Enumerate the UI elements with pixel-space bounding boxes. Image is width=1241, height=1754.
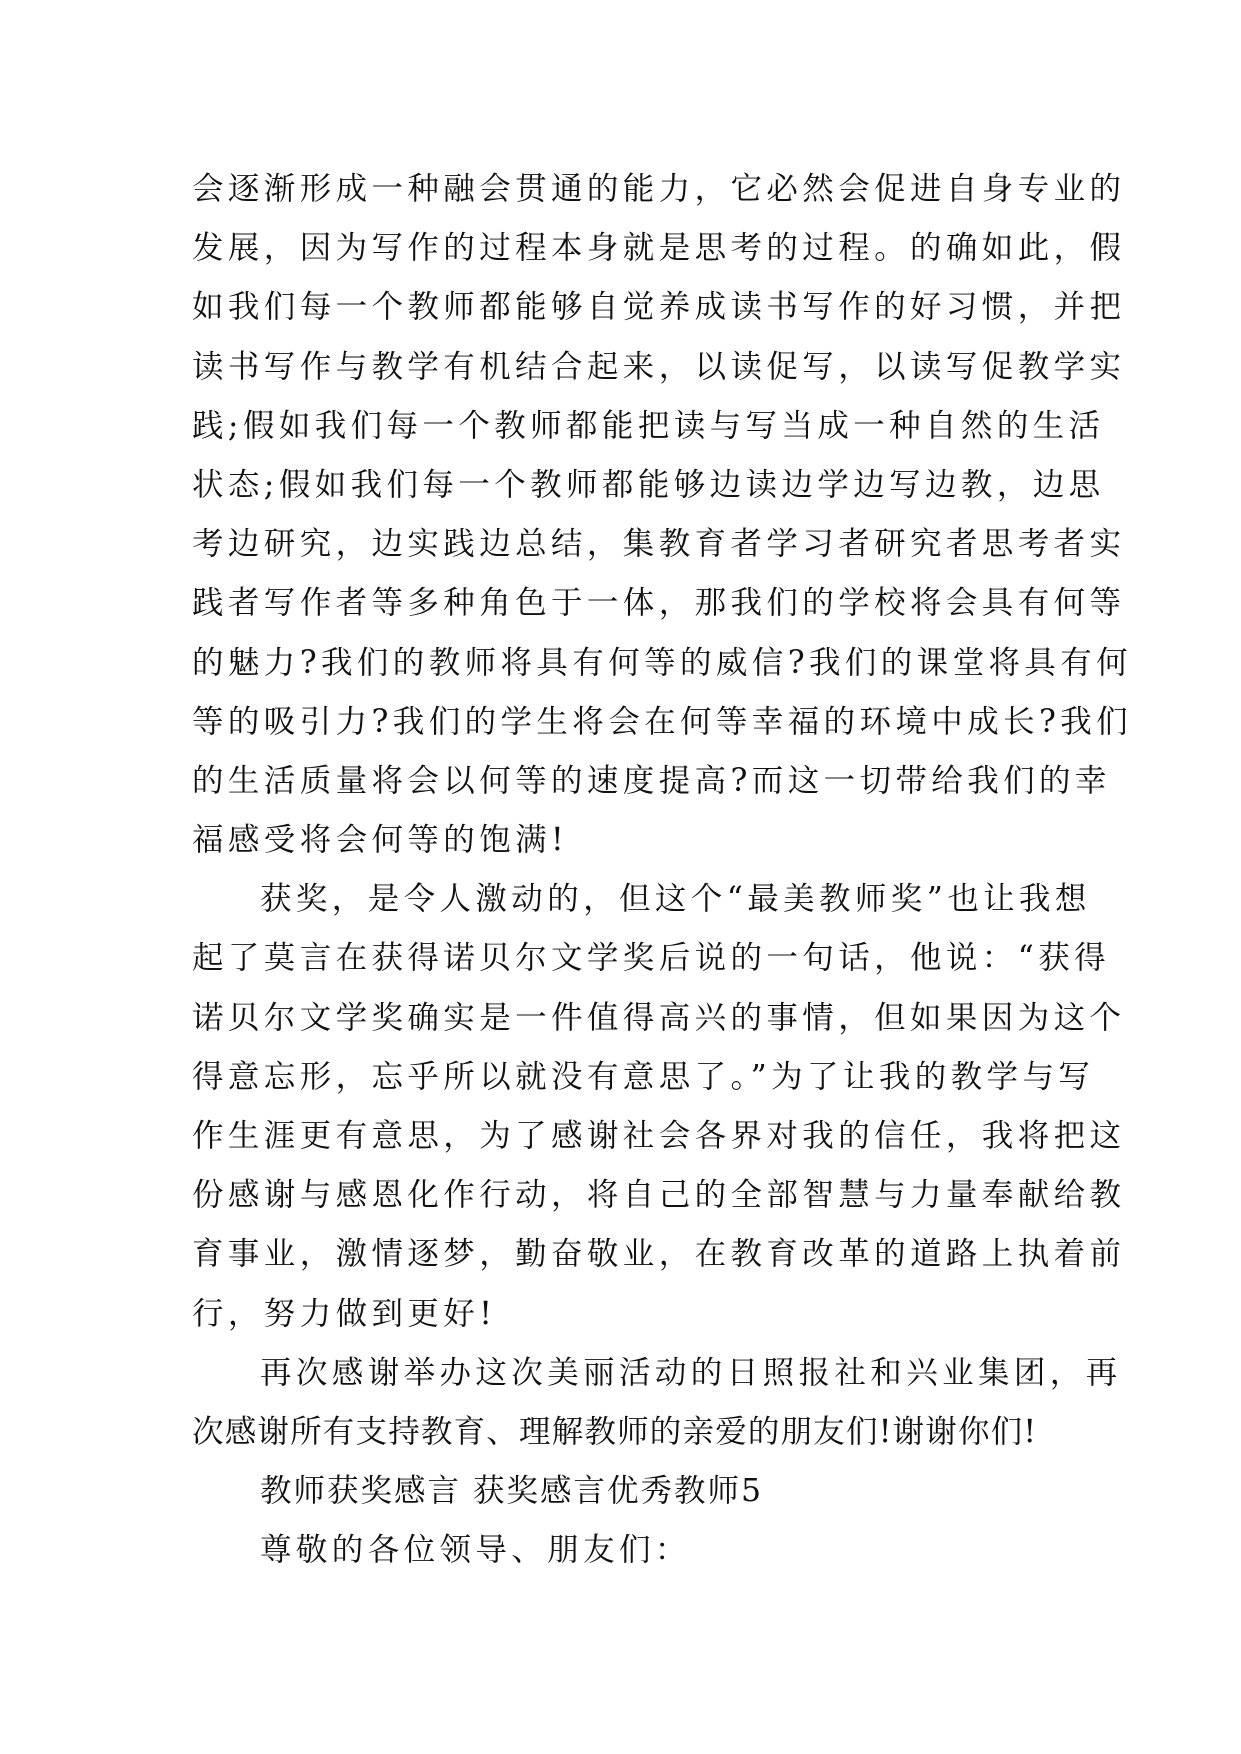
text-line: 践者写作者等多种角色于一体，那我们的学校将会具有何等 (192, 585, 1126, 622)
text-line: 考边研究，边实践边总结，集教育者学习者研究者思考者实 (192, 526, 1126, 563)
section-heading (192, 1462, 1072, 1521)
paragraph-continuation (192, 160, 1133, 870)
paragraph-thanks (192, 1344, 1122, 1462)
text-line: 如我们每一个教师都能够自觉养成读书写作的好习惯，并把 (192, 289, 1126, 326)
text-line: 作生涯更有意思，为了感谢社会各界对我的信任，我将把这 (192, 1118, 1126, 1154)
text-line: 得意忘形，忘乎所以就没有意思了。”为了让我的教学与写 (192, 1058, 1095, 1095)
text-line: 诺贝尔文学奖确实是一件值得高兴的事情，但如果因为这个 (192, 999, 1126, 1036)
text-line: 会逐渐形成一种融会贯通的能力，它必然会促进自身专业的 (192, 171, 1126, 207)
text-line: 育事业，激情逐梦，勤奋敬业，在教育改革的道路上执着前 (192, 1236, 1126, 1273)
document-body (192, 160, 1133, 1581)
text-line: 福感受将会何等的饱满! (192, 822, 569, 859)
text-line: 再次感谢举办这次美丽活动的日照报社和兴业集团，再 (260, 1354, 1122, 1391)
text-line: 起了莫言在获得诺贝尔文学奖后说的一句话，他说：“获得 (192, 940, 1111, 977)
text-line: 获奖，是令人激动的，但这个“最美教师奖”也让我想 (260, 881, 1091, 918)
text-line: 发展，因为写作的过程本身就是思考的过程。的确如此，假 (192, 230, 1126, 267)
text-line: 份感谢与感恩化作行动，将自己的全部智慧与力量奉献给教 (192, 1177, 1126, 1214)
text-line: 读书写作与教学有机结合起来，以读促写，以读写促教学实 (192, 348, 1126, 385)
text-line: 等的吸引力?我们的学生将会在何等幸福的环境中成长?我们 (192, 703, 1133, 740)
text-line: 的生活质量将会以何等的速度提高?而这一切带给我们的幸 (192, 762, 1111, 799)
text-line: 状态;假如我们每一个教师都能够边读边学边写边教，边思 (192, 466, 1105, 503)
text-line: 次感谢所有支持教育、理解教师的亲爱的朋友们!谢谢你们! (192, 1413, 1038, 1450)
text-line: 行，努力做到更好! (192, 1295, 497, 1332)
paragraph-award (192, 870, 1126, 1344)
text-line: 践;假如我们每一个教师都能把读与写当成一种自然的生活 (192, 407, 1105, 444)
salutation (192, 1521, 1072, 1580)
text-line: 的魅力?我们的教师将具有何等的威信?我们的课堂将具有何 (192, 644, 1133, 681)
text-line: 尊敬的各位领导、朋友们： (260, 1532, 691, 1569)
heading-line: 教师获奖感言 获奖感言优秀教师5 (260, 1473, 764, 1510)
